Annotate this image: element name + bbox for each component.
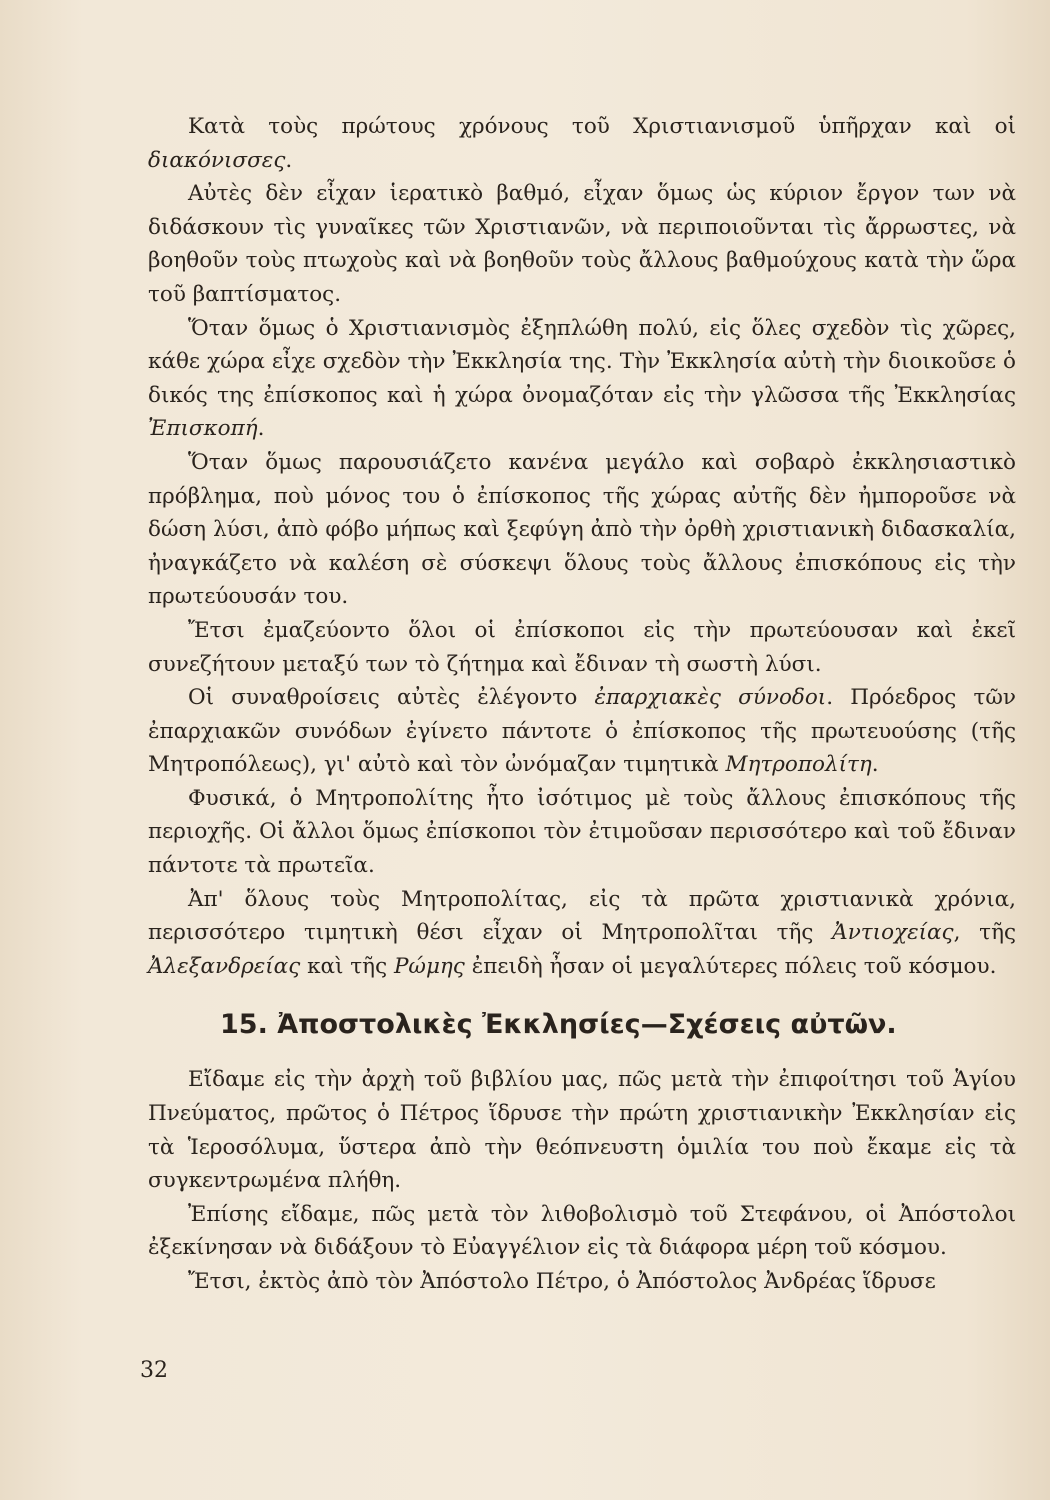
italic-term: Ἐπισκοπή: [148, 416, 258, 442]
text-run: Ἀπ' ὅλους τοὺς Μητροπολίτας, εἰς τὰ πρῶτα χριστιανικὰ χρόνια, περισσότερο τιμητικὴ θέσι εἶχαν οἱ Μητροπολῖται τῆς: [148, 886, 1016, 946]
text-run: Ἔτσι, ἐκτὸς ἀπὸ τὸν Ἀπόστολο Πέτρο, ὁ Ἀπόστολος Ἀνδρέας ἵδρυσε: [188, 1269, 936, 1294]
text-run: Ἔτσι ἐμαζεύοντο ὅλοι οἱ ἐπίσκοποι εἰς τὴν πρωτεύουσαν καὶ ἐκεῖ συνεζήτουν μεταξύ των τὸ ζήτημα καὶ ἔδιναν τὴ σωστὴ λύσι.: [148, 617, 1016, 677]
text-run: Ὅταν ὅμως παρουσιάζετο κανένα μεγάλο καὶ σοβαρὸ ἐκκλησιαστικὸ πρόβλημα, ποὺ μόνος του ὁ ἐπίσκοπος τῆς χώρας αὐτῆς δὲν ἠμποροῦσε νὰ δώση λύσι, ἀπὸ φόβο μήπως καὶ ξεφύγη ἀπὸ τὴν ὀρθὴ χριστιανικὴ διδασκαλία, ἠναγκάζετο νὰ καλέση σὲ σύσκεψι ὅλους τοὺς ἄλλους ἐπισκόπους εἰς τὴν πρωτεύουσάν του.: [148, 449, 1016, 610]
section-14-body: [148, 110, 1016, 983]
paragraph: [148, 312, 1016, 446]
text-run: Οἱ συναθροίσεις αὐτὲς ἐλέγοντο: [188, 685, 595, 711]
italic-term: Ἀντιοχείας: [832, 920, 954, 946]
section-15-body: [148, 1063, 1016, 1298]
text-run: .: [285, 147, 293, 173]
page-number: 32: [140, 1358, 168, 1383]
italic-term: Ρώμης: [393, 953, 465, 979]
text-run: Κατὰ τοὺς πρώτους χρόνους τοῦ Χριστιανισμοῦ ὑπῆρχαν καὶ οἱ: [188, 114, 1016, 139]
paragraph: [148, 110, 1016, 177]
text-run: Φυσικά, ὁ Μητροπολίτης ἦτο ἰσότιμος μὲ τοὺς ἄλλους ἐπισκόπους τῆς περιοχῆς. Οἱ ἄλλοι ὅμως ἐπίσκοποι τὸν ἐτιμοῦσαν περισσότερο καὶ τοῦ ἔδιναν πάντοτε τὰ πρωτεῖα.: [148, 785, 1016, 879]
paragraph: [148, 1063, 1016, 1197]
text-run: . Πρόεδρος τῶν ἐπαρχιακῶν συνόδων ἐγίνετο πάντοτε ὁ ἐπίσκοπος τῆς πρωτευούσης (τῆς Μητροπόλεως), γι' αὐτὸ καὶ τὸν ὠνόμαζαν τιμητικὰ: [148, 685, 1016, 778]
text-run: Εἴδαμε εἰς τὴν ἀρχὴ τοῦ βιβλίου μας, πῶς μετὰ τὴν ἐπιφοίτησι τοῦ Ἁγίου Πνεύματος, πρῶτος ὁ Πέτρος ἵδρυσε τὴν πρώτη χριστιανικὴν Ἐκκλησίαν εἰς τὰ Ἱεροσόλυμα, ὕστερα ἀπὸ τὴν θεόπνευστη ὁμιλία του ποὺ ἔκαμε εἰς τὰ συγκεντρωμένα πλήθη.: [148, 1067, 1016, 1194]
text-run: Αὐτὲς δὲν εἶχαν ἱερατικὸ βαθμό, εἶχαν ὅμως ὡς κύριον ἔργον των νὰ διδάσκουν τὶς γυναῖκες τῶν Χριστιανῶν, νὰ περιποιοῦνται τὶς ἄρρωστες, νὰ βοηθοῦν τοὺς πτωχοὺς καὶ νὰ βοηθοῦν τοὺς ἄλλους βαθμούχους κατὰ τὴν ὥρα τοῦ βαπτίσματος.: [148, 181, 1016, 307]
text-column: [148, 110, 1016, 1299]
text-run: .: [871, 752, 879, 778]
italic-term: διακόνισσες: [148, 147, 286, 173]
paragraph: [148, 782, 1016, 883]
paragraph: [148, 177, 1016, 311]
paragraph: [148, 446, 1016, 614]
paragraph: [148, 1198, 1016, 1265]
paragraph: [148, 681, 1016, 782]
section-heading: 15. Ἀποστολικὲς Ἐκκλησίες—Σχέσεις αὐτῶν.: [220, 1009, 897, 1041]
text-run: , τῆς: [953, 920, 1016, 946]
text-run: Ὅταν ὅμως ὁ Χριστιανισμὸς ἐξηπλώθη πολύ, εἰς ὅλες σχεδὸν τὶς χῶρες, κάθε χώρα εἶχε σχεδὸν τὴν Ἐκκλησία της. Τὴν Ἐκκλησία αὐτὴ τὴν διοικοῦσε ὁ δικός της ἐπίσκοπος καὶ ἡ χώρα ὀνομαζόταν εἰς τὴν γλῶσσα τῆς Ἐκκλησίας: [148, 315, 1016, 408]
italic-term: Ἀλεξανδρείας: [148, 953, 301, 979]
text-run: ἐπειδὴ ἦσαν οἱ μεγαλύτερες πόλεις τοῦ κόσμου.: [464, 953, 997, 979]
italic-term: ἐπαρχιακὲς σύνοδοι: [594, 685, 827, 711]
italic-term: Μητροπολίτη: [725, 752, 872, 778]
paragraph: [148, 614, 1016, 681]
text-run: Ἐπίσης εἴδαμε, πῶς μετὰ τὸν λιθοβολισμὸ τοῦ Στεφάνου, οἱ Ἀπόστολοι ἐξεκίνησαν νὰ διδάξουν τὸ Εὐαγγέλιον εἰς τὰ διάφορα μέρη τοῦ κόσμου.: [148, 1201, 1016, 1261]
text-run: καὶ τῆς: [300, 953, 394, 979]
paragraph: [148, 883, 1016, 984]
paragraph: [148, 1265, 1016, 1299]
text-run: .: [257, 416, 265, 442]
